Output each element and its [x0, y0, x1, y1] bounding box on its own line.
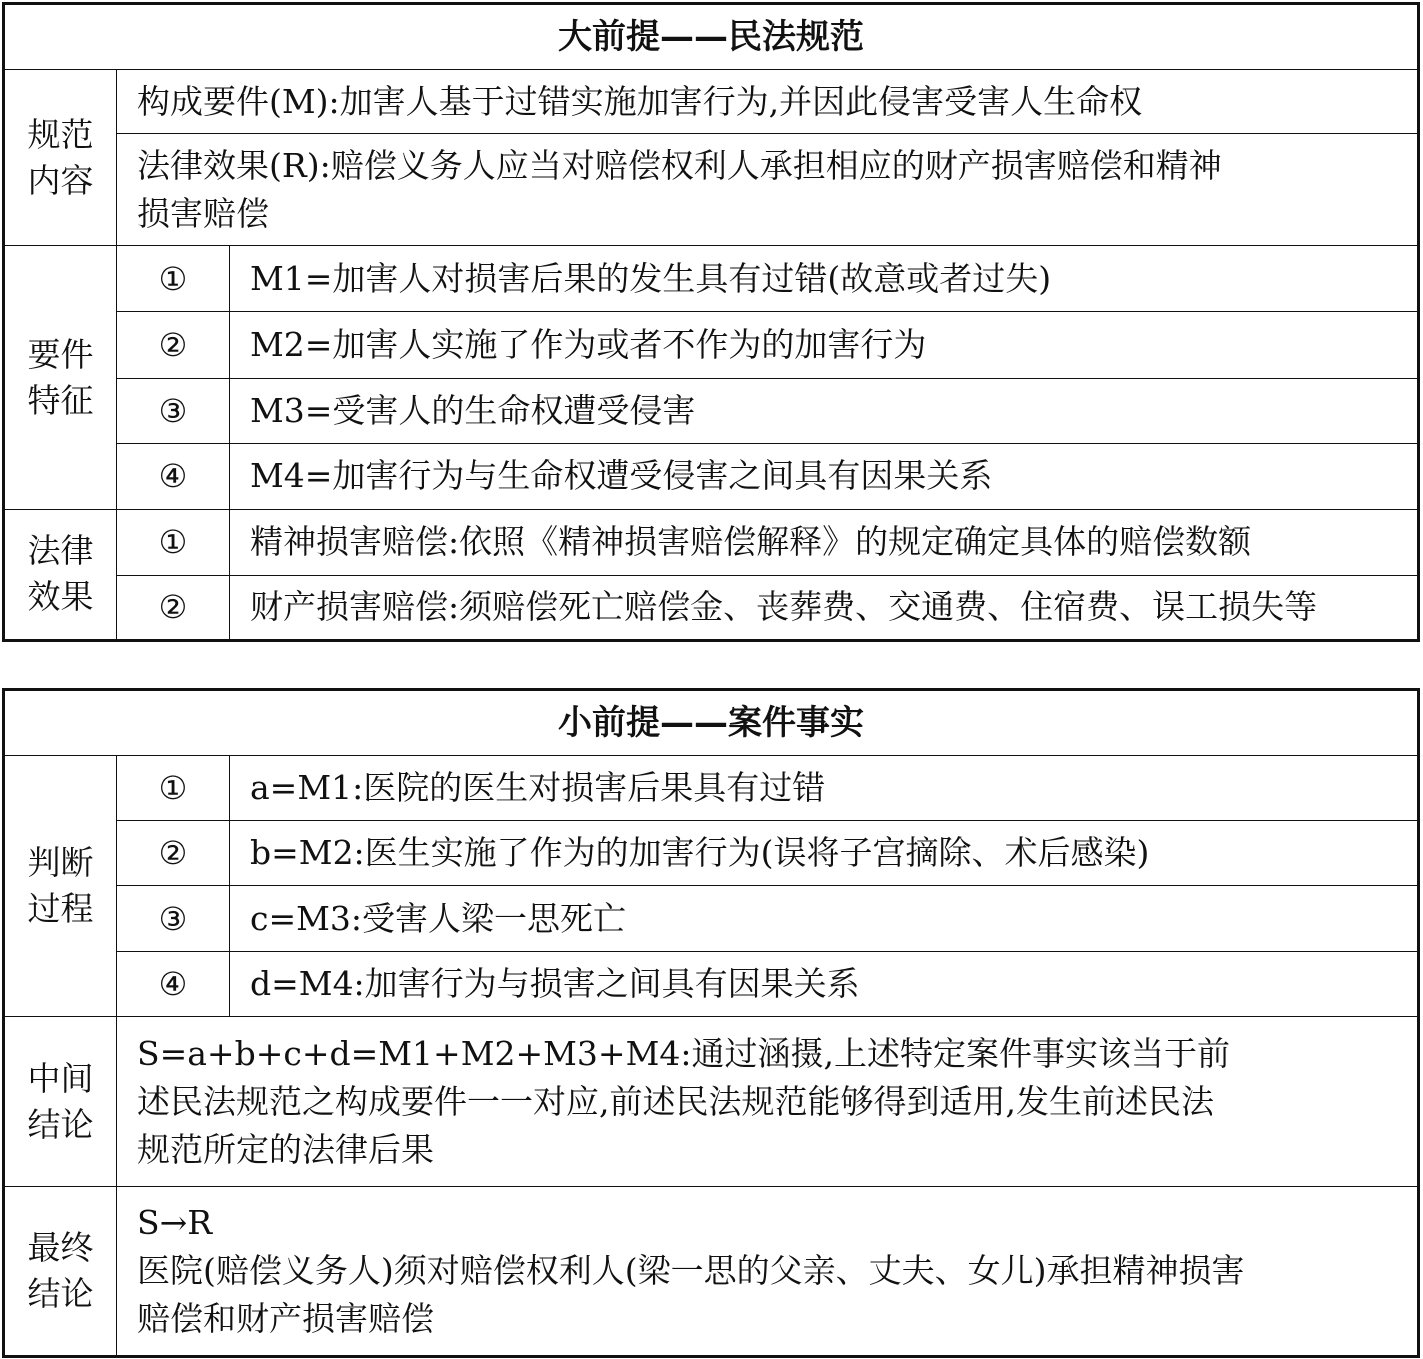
- major-premise-table: [2, 2, 1420, 642]
- item-number: ①: [117, 246, 230, 312]
- minor-premise-title: 小前提——案件事实: [4, 690, 1419, 756]
- legal-effect-item-text: 精神损害赔偿:依照《精神损害赔偿解释》的规定确定具体的赔偿数额: [230, 509, 1419, 575]
- item-number: ④: [117, 952, 230, 1017]
- item-number: ②: [117, 821, 230, 886]
- intermediate-conclusion-text: S=a+b+c+d=M1+M2+M3+M4:通过涵摄,上述特定案件事实该当于前 述民法规范之构成要件一一对应,前述民法规范能够得到适用,发生前述民法 规范所定的法律后果: [117, 1017, 1419, 1187]
- final-conclusion-text: S→R 医院(赔偿义务人)须对赔偿权利人(梁一思的父亲、丈夫、女儿)承担精神损害 赔偿和财产损害赔偿: [117, 1187, 1419, 1357]
- legal-effect-text: 法律效果(R):赔偿义务人应当对赔偿权利人承担相应的财产损害赔偿和精神 损害赔偿: [117, 134, 1419, 246]
- major-premise-title: 大前提——民法规范: [4, 4, 1419, 70]
- legal-effects-label: 法律 效果: [4, 509, 117, 640]
- item-number: ③: [117, 886, 230, 952]
- item-number: ②: [117, 312, 230, 378]
- judgment-step-text: d=M4:加害行为与损害之间具有因果关系: [230, 952, 1419, 1017]
- item-number: ④: [117, 443, 230, 509]
- judgment-process-label: 判断 过程: [4, 756, 117, 1017]
- judgment-step-text: b=M2:医生实施了作为的加害行为(误将子宫摘除、术后感染): [230, 821, 1419, 886]
- intermediate-conclusion-label: 中间 结论: [4, 1017, 117, 1187]
- final-formula: S→R: [137, 1203, 213, 1242]
- element-features-label: 要件 特征: [4, 246, 117, 509]
- judgment-step-text: a=M1:医院的医生对损害后果具有过错: [230, 756, 1419, 821]
- constituent-elements-text: 构成要件(M):加害人基于过错实施加害行为,并因此侵害受害人生命权: [117, 70, 1419, 134]
- norm-content-label: 规范 内容: [4, 70, 117, 246]
- element-feature-text: M3=受害人的生命权遭受侵害: [230, 378, 1419, 443]
- legal-effect-item-text: 财产损害赔偿:须赔偿死亡赔偿金、丧葬费、交通费、住宿费、误工损失等: [230, 575, 1419, 640]
- item-number: ③: [117, 378, 230, 443]
- element-feature-text: M4=加害行为与生命权遭受侵害之间具有因果关系: [230, 443, 1419, 509]
- judgment-step-text: c=M3:受害人梁一思死亡: [230, 886, 1419, 952]
- minor-premise-table: [2, 688, 1420, 1358]
- element-feature-text: M1=加害人对损害后果的发生具有过错(故意或者过失): [230, 246, 1419, 312]
- final-conclusion-label: 最终 结论: [4, 1187, 117, 1357]
- element-feature-text: M2=加害人实施了作为或者不作为的加害行为: [230, 312, 1419, 378]
- item-number: ②: [117, 575, 230, 640]
- item-number: ①: [117, 756, 230, 821]
- item-number: ①: [117, 509, 230, 575]
